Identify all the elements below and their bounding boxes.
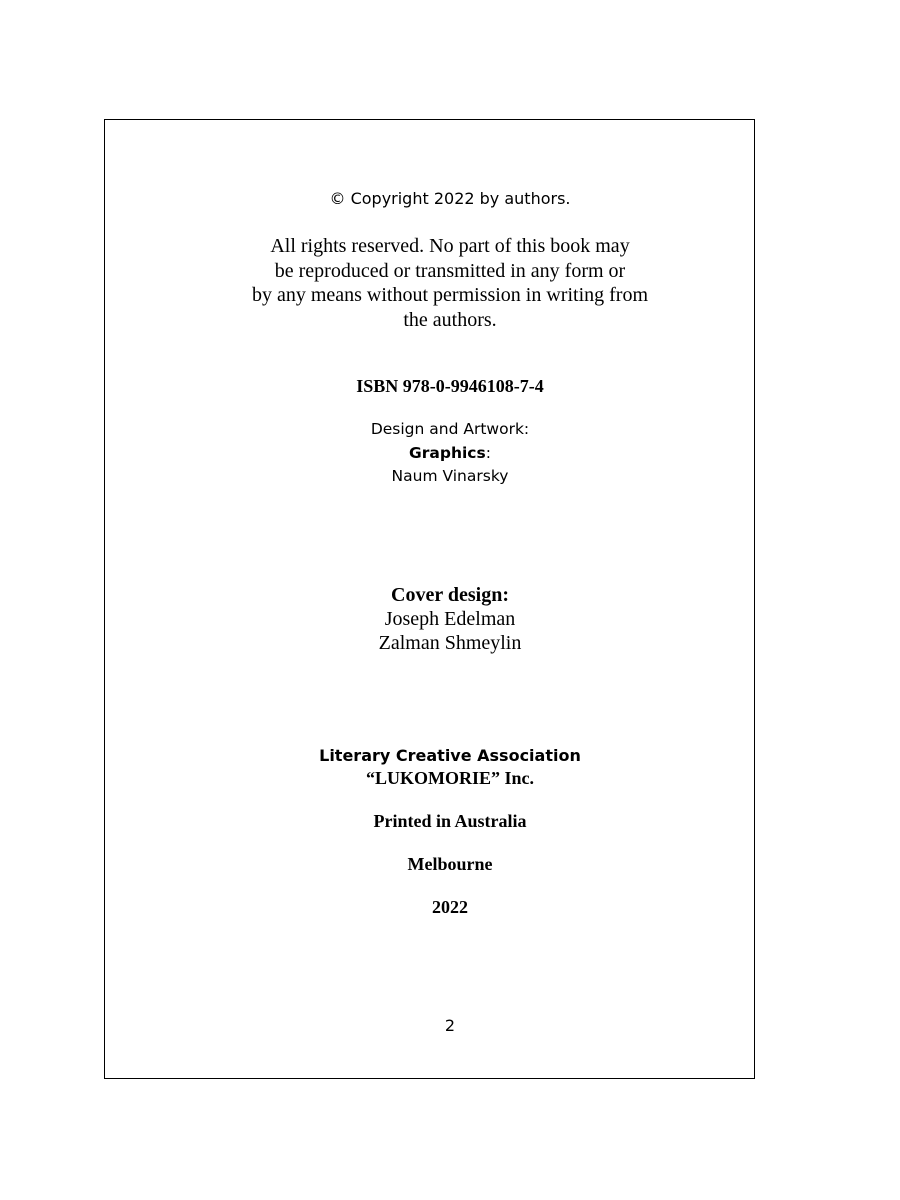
design-artwork-label: Design and Artwork: [370, 420, 530, 438]
rights-statement [0, 234, 900, 332]
city: Melbourne [407, 854, 493, 874]
publication-year: 2022 [432, 897, 468, 917]
rights-line: the authors. [403, 308, 497, 331]
graphics-label-text: Graphics [409, 444, 486, 462]
isbn: ISBN 978-0-9946108-7-4 [356, 376, 544, 396]
rights-line: by any means without permission in writing from [251, 284, 649, 306]
printed-in: Printed in Australia [373, 811, 527, 831]
graphics-artist: Naum Vinarsky [391, 467, 509, 485]
page-number: 2 [444, 1016, 456, 1035]
publisher-org: “LUKOMORIE” Inc. [365, 768, 534, 788]
cover-designer: Joseph Edelman [384, 608, 516, 630]
copyright-notice: © Copyright 2022 by authors. [329, 189, 571, 208]
rights-line: be reproduced or transmitted in any form or [274, 259, 626, 282]
cover-designer: Zalman Shmeylin [378, 632, 522, 654]
rights-line: All rights reserved. No part of this book may [270, 235, 630, 257]
cover-design-label: Cover design: [391, 584, 509, 606]
publisher-name: Literary Creative Association [319, 746, 581, 765]
graphics-label-colon: : [485, 444, 491, 462]
graphics-label [0, 444, 900, 462]
